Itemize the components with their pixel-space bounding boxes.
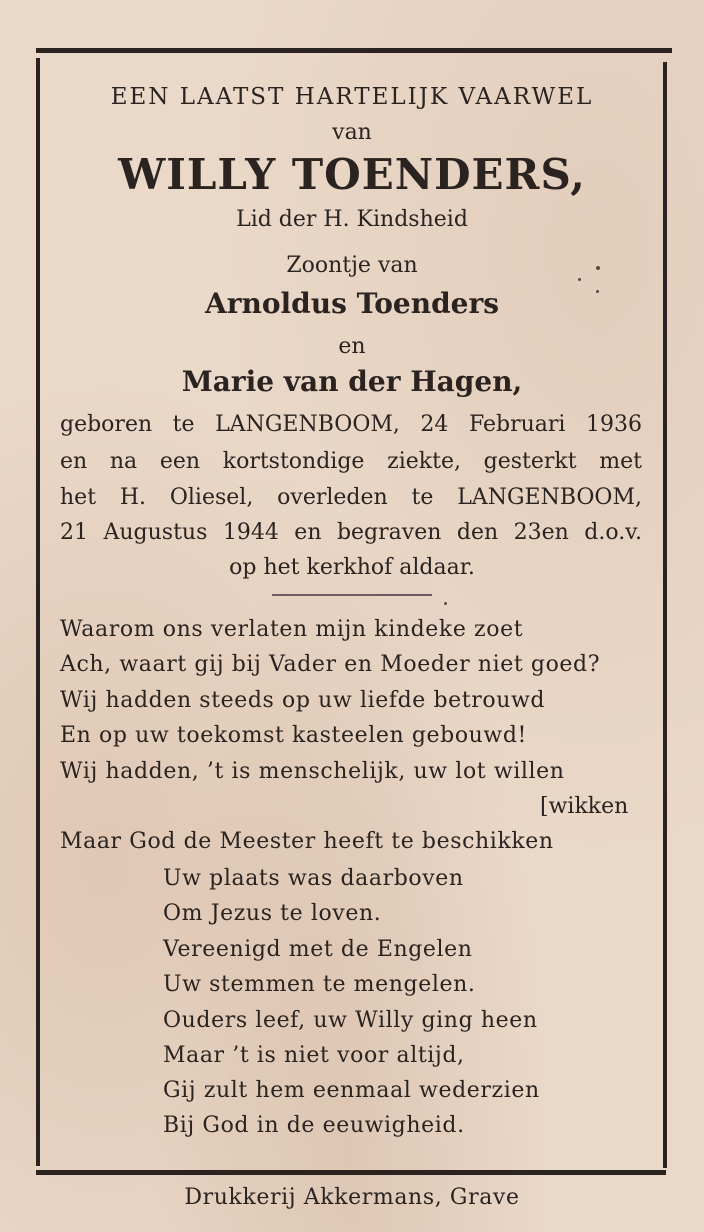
son-of-line: Zoontje van <box>286 253 418 278</box>
father-name: Arnoldus Toenders <box>205 287 499 320</box>
bio-line-last: op het kerkhof aldaar. <box>229 555 475 580</box>
farewell-heading: EEN LAATST HARTELIJK VAARWEL <box>110 84 594 110</box>
verse-line: Wij hadden steeds op uw liefde betrouwd <box>60 688 546 713</box>
indented-verse-line: Ouders leef, uw Willy ging heen <box>163 1008 538 1033</box>
bio-line: 21 Augustus 1944 en begraven den 23en d.o.v. <box>60 520 642 545</box>
indented-verse-line: Maar ’t is niet voor altijd, <box>163 1043 465 1068</box>
deceased-name: WILLY TOENDERS, <box>118 150 586 199</box>
verse-line: Waarom ons verlaten mijn kindeke zoet <box>60 617 524 642</box>
van-line: van <box>332 120 372 145</box>
verse-line: Maar God de Meester heeft te beschikken <box>60 829 554 854</box>
foxing-spot <box>444 602 447 605</box>
printer-credit: Drukkerij Akkermans, Grave <box>184 1185 520 1210</box>
foxing-spot <box>596 290 599 293</box>
verse-line: En op uw toekomst kasteelen gebouwd! <box>60 723 527 748</box>
indented-verse-line: Om Jezus te loven. <box>163 901 382 926</box>
verse-line: Wij hadden, ’t is menschelijk, uw lot willen <box>60 759 565 784</box>
verse-line: Ach, waart gij bij Vader en Moeder niet goed? <box>60 652 601 677</box>
indented-verse-line: Vereenigd met de Engelen <box>163 937 473 962</box>
bio-line: het H. Oliesel, overleden te LANGENBOOM, <box>60 485 642 510</box>
border-top <box>36 48 672 53</box>
bio-line: geboren te LANGENBOOM, 24 Februari 1936 <box>60 412 642 437</box>
indented-verse-line: Gij zult hem eenmaal wederzien <box>163 1078 540 1103</box>
and-line: en <box>338 334 366 359</box>
indented-verse-line: Uw plaats was daarboven <box>163 866 464 891</box>
membership-line: Lid der H. Kindsheid <box>236 207 468 232</box>
foxing-spot <box>596 266 600 270</box>
mother-name: Marie van der Hagen, <box>181 365 523 398</box>
border-bottom <box>36 1170 666 1175</box>
indented-verse-line: Uw stemmen te mengelen. <box>163 972 476 997</box>
section-divider <box>272 594 432 596</box>
indented-verse-line: Bij God in de eeuwigheid. <box>163 1113 465 1138</box>
foxing-spot <box>578 278 581 281</box>
verse-line-continuation: [wikken <box>540 794 629 819</box>
bio-line: en na een kortstondige ziekte, gesterkt met <box>60 449 642 474</box>
